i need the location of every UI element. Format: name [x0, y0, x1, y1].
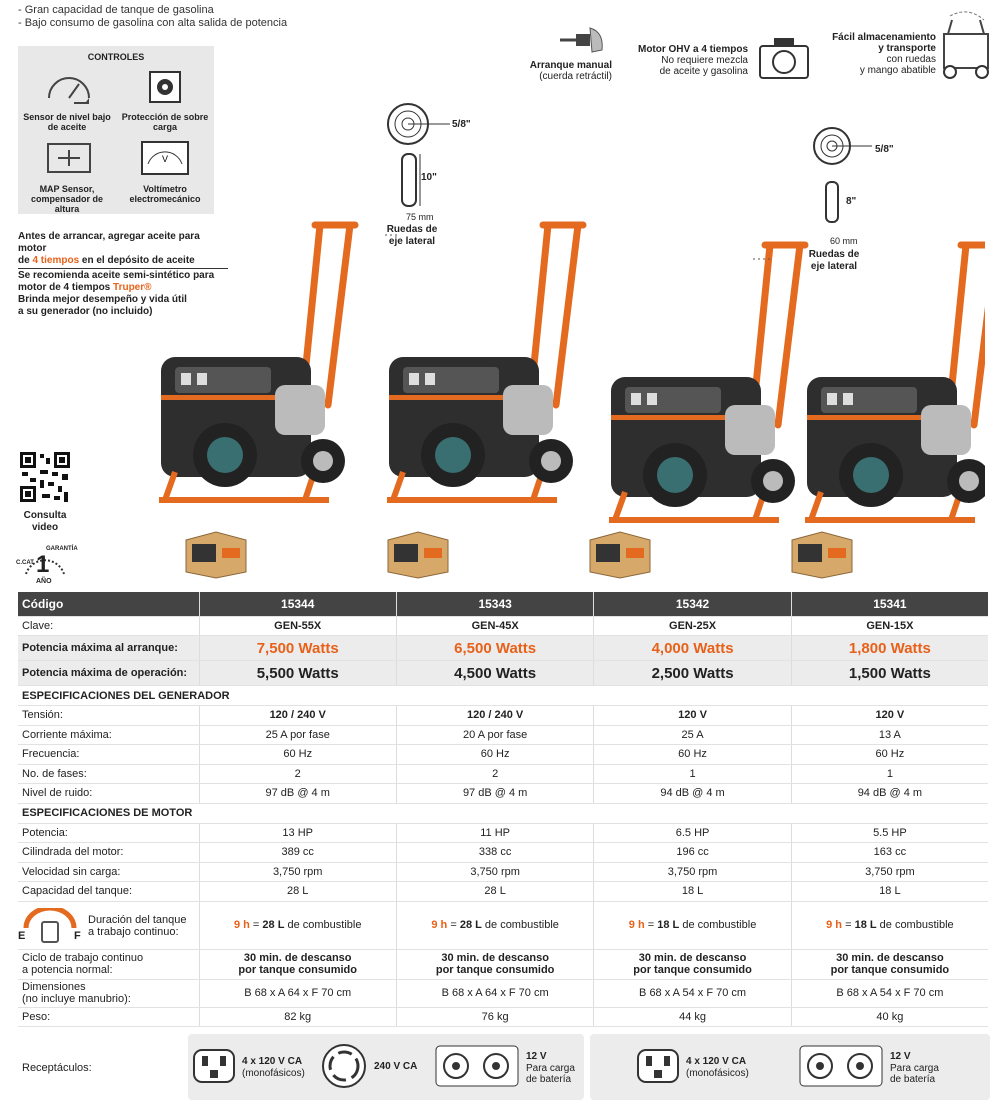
corriente-cell: 25 A por fase	[199, 725, 396, 745]
duracion-cell: 9 h = 18 L de combustible	[594, 901, 791, 949]
tension-label: Tensión:	[18, 706, 199, 726]
fases-cell: 1	[594, 764, 791, 784]
storage-sub2: y mango abatible	[859, 65, 936, 76]
ruido-cell: 97 dB @ 4 m	[199, 784, 396, 804]
velocidad-cell: 3,750 rpm	[199, 862, 396, 882]
section-generador	[18, 686, 988, 706]
recep-e-label: 12 V	[890, 1051, 911, 1062]
recep-d-sub: (monofásicos)	[686, 1068, 749, 1079]
duracion-label	[18, 901, 199, 949]
section-motor	[18, 803, 988, 823]
row-arranque	[18, 636, 988, 661]
gauge-empty-label: E	[18, 929, 26, 942]
peso-cell: 76 kg	[396, 1007, 593, 1027]
warranty-number: 1	[36, 551, 50, 578]
corriente-cell: 13 A	[791, 725, 988, 745]
arranque-label: Potencia máxima al arranque:	[18, 636, 199, 661]
row-cilindrada	[18, 843, 988, 863]
wheel-big-height: 10"	[421, 172, 437, 183]
warranty-text: GARANTÍA	[46, 546, 78, 552]
ohv-sub1: No requiere mezcla	[661, 55, 748, 66]
arranque-cell: 7,500 Watts	[199, 636, 396, 661]
ciclo-cell: 30 min. de descanso por tanque consumido	[396, 949, 593, 979]
row-operacion	[18, 661, 988, 686]
note-line4: motor de 4 tiempos Truper®	[18, 282, 152, 293]
codigo-label: Código	[18, 592, 199, 616]
tanque-cell: 18 L	[791, 882, 988, 902]
potencia-cell: 11 HP	[396, 823, 593, 843]
dim-cell: B 68 x A 54 x F 70 cm	[791, 979, 988, 1007]
ruido-label: Nivel de ruido:	[18, 784, 199, 804]
clave-cell: GEN-25X	[594, 616, 791, 636]
storage-title1: Fácil almacenamiento	[832, 32, 936, 43]
tanque-cell: 28 L	[396, 882, 593, 902]
tension-cell: 120 / 240 V	[396, 706, 593, 726]
recep-c-sub2: de batería	[526, 1074, 572, 1085]
control-overload: Protección de sobre carga	[121, 112, 209, 132]
codigo-cell: 15343	[396, 592, 593, 616]
frecuencia-cell: 60 Hz	[396, 745, 593, 765]
peso-label: Peso:	[18, 1007, 199, 1027]
storage-title2: y transporte	[878, 43, 936, 54]
warranty-sub: AÑO	[36, 578, 52, 585]
map-sensor-icon	[44, 138, 94, 178]
recep-c-sub1: Para carga	[526, 1063, 575, 1074]
tension-cell: 120 V	[594, 706, 791, 726]
recep-e-sub2: de batería	[890, 1074, 936, 1085]
note-line3: Se recomienda aceite semi-sintético para	[18, 270, 215, 281]
control-map-sensor: MAP Sensor, compensador de altura	[30, 184, 104, 214]
row-tanque	[18, 882, 988, 902]
corriente-label: Corriente máxima:	[18, 725, 199, 745]
qr-code-icon[interactable]	[18, 450, 72, 504]
spec-table	[18, 592, 988, 1027]
clave-cell: GEN-55X	[199, 616, 396, 636]
peso-cell: 82 kg	[199, 1007, 396, 1027]
product-box-15342	[586, 528, 654, 580]
wheel-big-label: Ruedas de eje lateral	[386, 224, 438, 247]
tension-cell: 120 V	[791, 706, 988, 726]
recep-a-label: 4 x 120 V CA	[242, 1056, 303, 1067]
row-tension	[18, 706, 988, 726]
outlet-120v-icon	[636, 1044, 680, 1088]
recep-a-sub: (monofásicos)	[242, 1068, 305, 1079]
duracion-cell: 9 h = 18 L de combustible	[791, 901, 988, 949]
voltmeter-icon	[140, 140, 190, 176]
velocidad-label: Velocidad sin carga:	[18, 862, 199, 882]
qr-label: Consulta video	[23, 510, 67, 533]
fuel-gauge-icon	[18, 908, 80, 944]
row-codigo	[18, 592, 988, 616]
tanque-label: Capacidad del tanque:	[18, 882, 199, 902]
fases-cell: 2	[199, 764, 396, 784]
operacion-label: Potencia máxima de operación:	[18, 661, 199, 686]
row-potencia	[18, 823, 988, 843]
potencia-cell: 6.5 HP	[594, 823, 791, 843]
arranque-cell: 6,500 Watts	[396, 636, 593, 661]
row-clave	[18, 616, 988, 636]
wheel-small-width: 60 mm	[830, 236, 858, 246]
row-dimensiones	[18, 979, 988, 1007]
velocidad-cell: 3,750 rpm	[594, 862, 791, 882]
product-box-15341	[788, 528, 856, 580]
peso-cell: 44 kg	[594, 1007, 791, 1027]
frecuencia-cell: 60 Hz	[594, 745, 791, 765]
codigo-cell: 15344	[199, 592, 396, 616]
row-ciclo	[18, 949, 988, 979]
duracion-cell: 9 h = 28 L de combustible	[396, 901, 593, 949]
wheel-small-axle: 5/8"	[875, 144, 894, 155]
folding-cart-icon	[936, 4, 996, 84]
fases-cell: 1	[791, 764, 988, 784]
dim-cell: B 68 x A 54 x F 70 cm	[594, 979, 791, 1007]
feature-ohv	[634, 44, 748, 77]
cilindrada-cell: 338 cc	[396, 843, 593, 863]
clave-cell: GEN-45X	[396, 616, 593, 636]
fases-label: No. de fases:	[18, 764, 199, 784]
frecuencia-cell: 60 Hz	[199, 745, 396, 765]
row-fases	[18, 764, 988, 784]
cilindrada-cell: 163 cc	[791, 843, 988, 863]
ohv-sub2: de aceite y gasolina	[659, 66, 748, 77]
dim-label: Dimensiones (no incluye manubrio):	[18, 979, 199, 1007]
receptaculos-label: Receptáculos:	[22, 1062, 92, 1074]
clave-label: Clave:	[18, 616, 199, 636]
frecuencia-label: Frecuencia:	[18, 745, 199, 765]
overload-icon	[148, 70, 182, 104]
recep-e-sub1: Para carga	[890, 1063, 939, 1074]
ohv-title: Motor OHV a 4 tiempos	[637, 44, 748, 55]
duracion-line1: Duración del tanque	[88, 913, 187, 926]
arranque-cell: 4,000 Watts	[594, 636, 791, 661]
peso-cell: 40 kg	[791, 1007, 988, 1027]
recep-b-label: 240 V CA	[374, 1061, 418, 1072]
row-ruido	[18, 784, 988, 804]
ciclo-cell: 30 min. de descanso por tanque consumido	[791, 949, 988, 979]
potencia-label: Potencia:	[18, 823, 199, 843]
dim-cell: B 68 x A 64 x F 70 cm	[396, 979, 593, 1007]
control-oil-sensor: Sensor de nivel bajo de aceite	[23, 112, 111, 132]
manual-title: Arranque manual	[529, 60, 612, 71]
wheel-big-width: 75 mm	[406, 212, 434, 222]
row-duracion	[18, 901, 988, 949]
manual-sub: (cuerda retráctil)	[539, 71, 612, 82]
corriente-cell: 25 A	[594, 725, 791, 745]
operacion-cell: 1,500 Watts	[791, 661, 988, 686]
oil-gauge-icon	[44, 68, 94, 108]
codigo-cell: 15341	[791, 592, 988, 616]
controls-title: CONTROLES	[87, 52, 145, 62]
dc-terminals-icon	[434, 1044, 520, 1088]
section-motor-title: ESPECIFICACIONES DE MOTOR	[18, 803, 988, 823]
product-box-15343	[384, 528, 452, 580]
feature-manual-start	[520, 60, 612, 82]
wheel-big-diagram	[384, 100, 454, 222]
ruido-cell: 94 dB @ 4 m	[791, 784, 988, 804]
section-generador-title: ESPECIFICACIONES DEL GENERADOR	[18, 686, 988, 706]
row-corriente	[18, 725, 988, 745]
ciclo-cell: 30 min. de descanso por tanque consumido	[594, 949, 791, 979]
note-line2: de 4 tiempos en el depósito de aceite	[18, 255, 195, 266]
storage-sub1: con ruedas	[886, 54, 936, 65]
ciclo-cell: 30 min. de descanso por tanque consumido	[199, 949, 396, 979]
potencia-cell: 13 HP	[199, 823, 396, 843]
duracion-cell: 9 h = 28 L de combustible	[199, 901, 396, 949]
bullet-2: - Bajo consumo de gasolina con alta salida de potencia	[18, 17, 288, 29]
engine-icon	[752, 36, 818, 84]
wheel-small-height: 8"	[846, 196, 857, 207]
row-velocidad	[18, 862, 988, 882]
operacion-cell: 4,500 Watts	[396, 661, 593, 686]
tension-cell: 120 / 240 V	[199, 706, 396, 726]
product-box-15344	[182, 528, 250, 580]
wheel-small-label: Ruedas de eje lateral	[808, 249, 860, 272]
controls-panel	[18, 46, 214, 214]
recep-c-label: 12 V	[526, 1051, 547, 1062]
generators-illustration	[155, 215, 985, 525]
arranque-cell: 1,800 Watts	[791, 636, 988, 661]
row-peso	[18, 1007, 988, 1027]
dc-terminals-icon	[798, 1044, 884, 1088]
outlet-240v-icon	[320, 1042, 368, 1090]
tanque-cell: 18 L	[594, 882, 791, 902]
note-line1: Antes de arrancar, agregar aceite para motor	[18, 231, 200, 254]
frecuencia-cell: 60 Hz	[791, 745, 988, 765]
velocidad-cell: 3,750 rpm	[791, 862, 988, 882]
control-voltmeter: Voltímetro electromecánico	[129, 184, 201, 204]
note-line5: Brinda mejor desempeño y vida útil	[18, 294, 187, 305]
feature-storage	[822, 32, 936, 76]
row-frecuencia	[18, 745, 988, 765]
cilindrada-label: Cilindrada del motor:	[18, 843, 199, 863]
tanque-cell: 28 L	[199, 882, 396, 902]
svg-text:V: V	[162, 154, 169, 164]
operacion-cell: 2,500 Watts	[594, 661, 791, 686]
codigo-cell: 15342	[594, 592, 791, 616]
cilindrada-cell: 196 cc	[594, 843, 791, 863]
duracion-line2: a trabajo continuo:	[88, 925, 179, 938]
corriente-cell: 20 A por fase	[396, 725, 593, 745]
recep-d-label: 4 x 120 V CA	[686, 1056, 747, 1067]
ruido-cell: 94 dB @ 4 m	[594, 784, 791, 804]
clave-cell: GEN-15X	[791, 616, 988, 636]
wheel-big-axle: 5/8"	[452, 119, 471, 130]
cilindrada-cell: 389 cc	[199, 843, 396, 863]
pull-start-icon	[558, 14, 610, 60]
operacion-cell: 5,500 Watts	[199, 661, 396, 686]
fases-cell: 2	[396, 764, 593, 784]
note-line6: a su generador (no incluido)	[18, 306, 153, 317]
bullet-1: - Gran capacidad de tanque de gasolina	[18, 4, 214, 16]
ruido-cell: 97 dB @ 4 m	[396, 784, 593, 804]
gauge-full-label: F	[74, 929, 81, 942]
warranty-prefix: C.CAT.	[16, 560, 35, 566]
velocidad-cell: 3,750 rpm	[396, 862, 593, 882]
outlet-120v-icon	[192, 1044, 236, 1088]
potencia-cell: 5.5 HP	[791, 823, 988, 843]
dim-cell: B 68 x A 64 x F 70 cm	[199, 979, 396, 1007]
ciclo-label: Ciclo de trabajo continuo a potencia normal:	[18, 949, 199, 979]
